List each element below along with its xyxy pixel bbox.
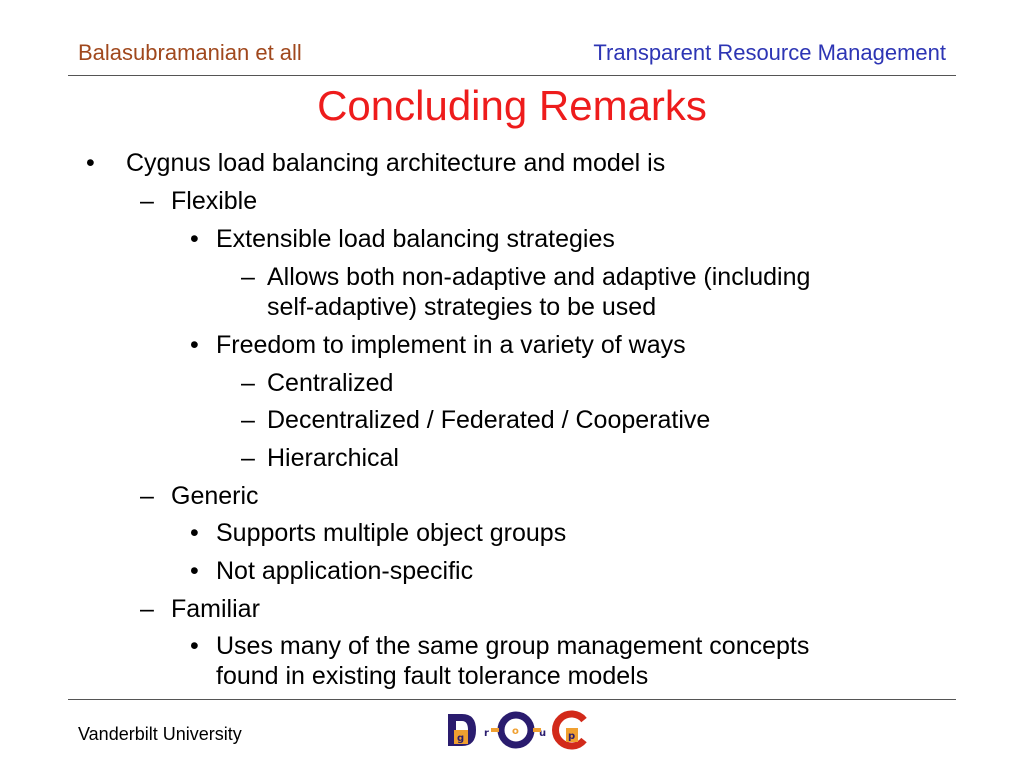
bullet-text: Not application-specific — [216, 557, 474, 585]
bullet-marker: • — [190, 557, 199, 585]
header-topic: Transparent Resource Management — [593, 40, 946, 65]
bullet-text: Hierarchical — [267, 444, 399, 472]
bullet-marker: • — [190, 331, 199, 359]
doc-group-logo — [446, 710, 590, 750]
bullet-marker: • — [190, 519, 199, 547]
bullet-marker: • — [86, 149, 95, 177]
bullet-marker: – — [140, 187, 154, 215]
bullet-marker: • — [190, 632, 199, 660]
header-author: Balasubramanian et all — [78, 40, 302, 65]
bullet-text: Allows both non-adaptive and adaptive (including — [267, 263, 811, 291]
bullet-marker: • — [190, 225, 199, 253]
bullet-marker: – — [140, 482, 154, 510]
bullet-text: Uses many of the same group management concepts — [216, 632, 810, 660]
bullet-marker: – — [241, 263, 255, 291]
bullet-text: Familiar — [171, 595, 260, 623]
bullet-text: Centralized — [267, 369, 394, 397]
bullet-text: Generic — [171, 482, 259, 510]
logo-sub-u: u — [539, 728, 547, 739]
footer-divider — [68, 699, 956, 700]
bullet-text: found in existing fault tolerance models — [216, 662, 649, 690]
bullet-text: self-adaptive) strategies to be used — [267, 293, 657, 321]
header-divider — [68, 75, 956, 76]
bullet-text: Decentralized / Federated / Cooperative — [267, 406, 711, 434]
footer-institution: Vanderbilt University — [78, 724, 242, 744]
bullet-text: Flexible — [171, 187, 258, 215]
logo-sub-g: g — [457, 733, 465, 744]
logo-sub-p: p — [568, 731, 576, 742]
bullet-text: Extensible load balancing strategies — [216, 225, 615, 253]
bullet-text: Supports multiple object groups — [216, 519, 567, 547]
bullet-marker: – — [241, 444, 255, 472]
bullet-marker: – — [241, 406, 255, 434]
slide-title: Concluding Remarks — [317, 82, 707, 129]
logo-sub-r: r — [484, 728, 489, 739]
bullet-marker: – — [140, 595, 154, 623]
bullet-text: Cygnus load balancing architecture and model is — [126, 149, 666, 177]
bullet-marker: – — [241, 369, 255, 397]
bullet-text: Freedom to implement in a variety of ways — [216, 331, 686, 359]
logo-sub-o: o — [512, 726, 519, 737]
